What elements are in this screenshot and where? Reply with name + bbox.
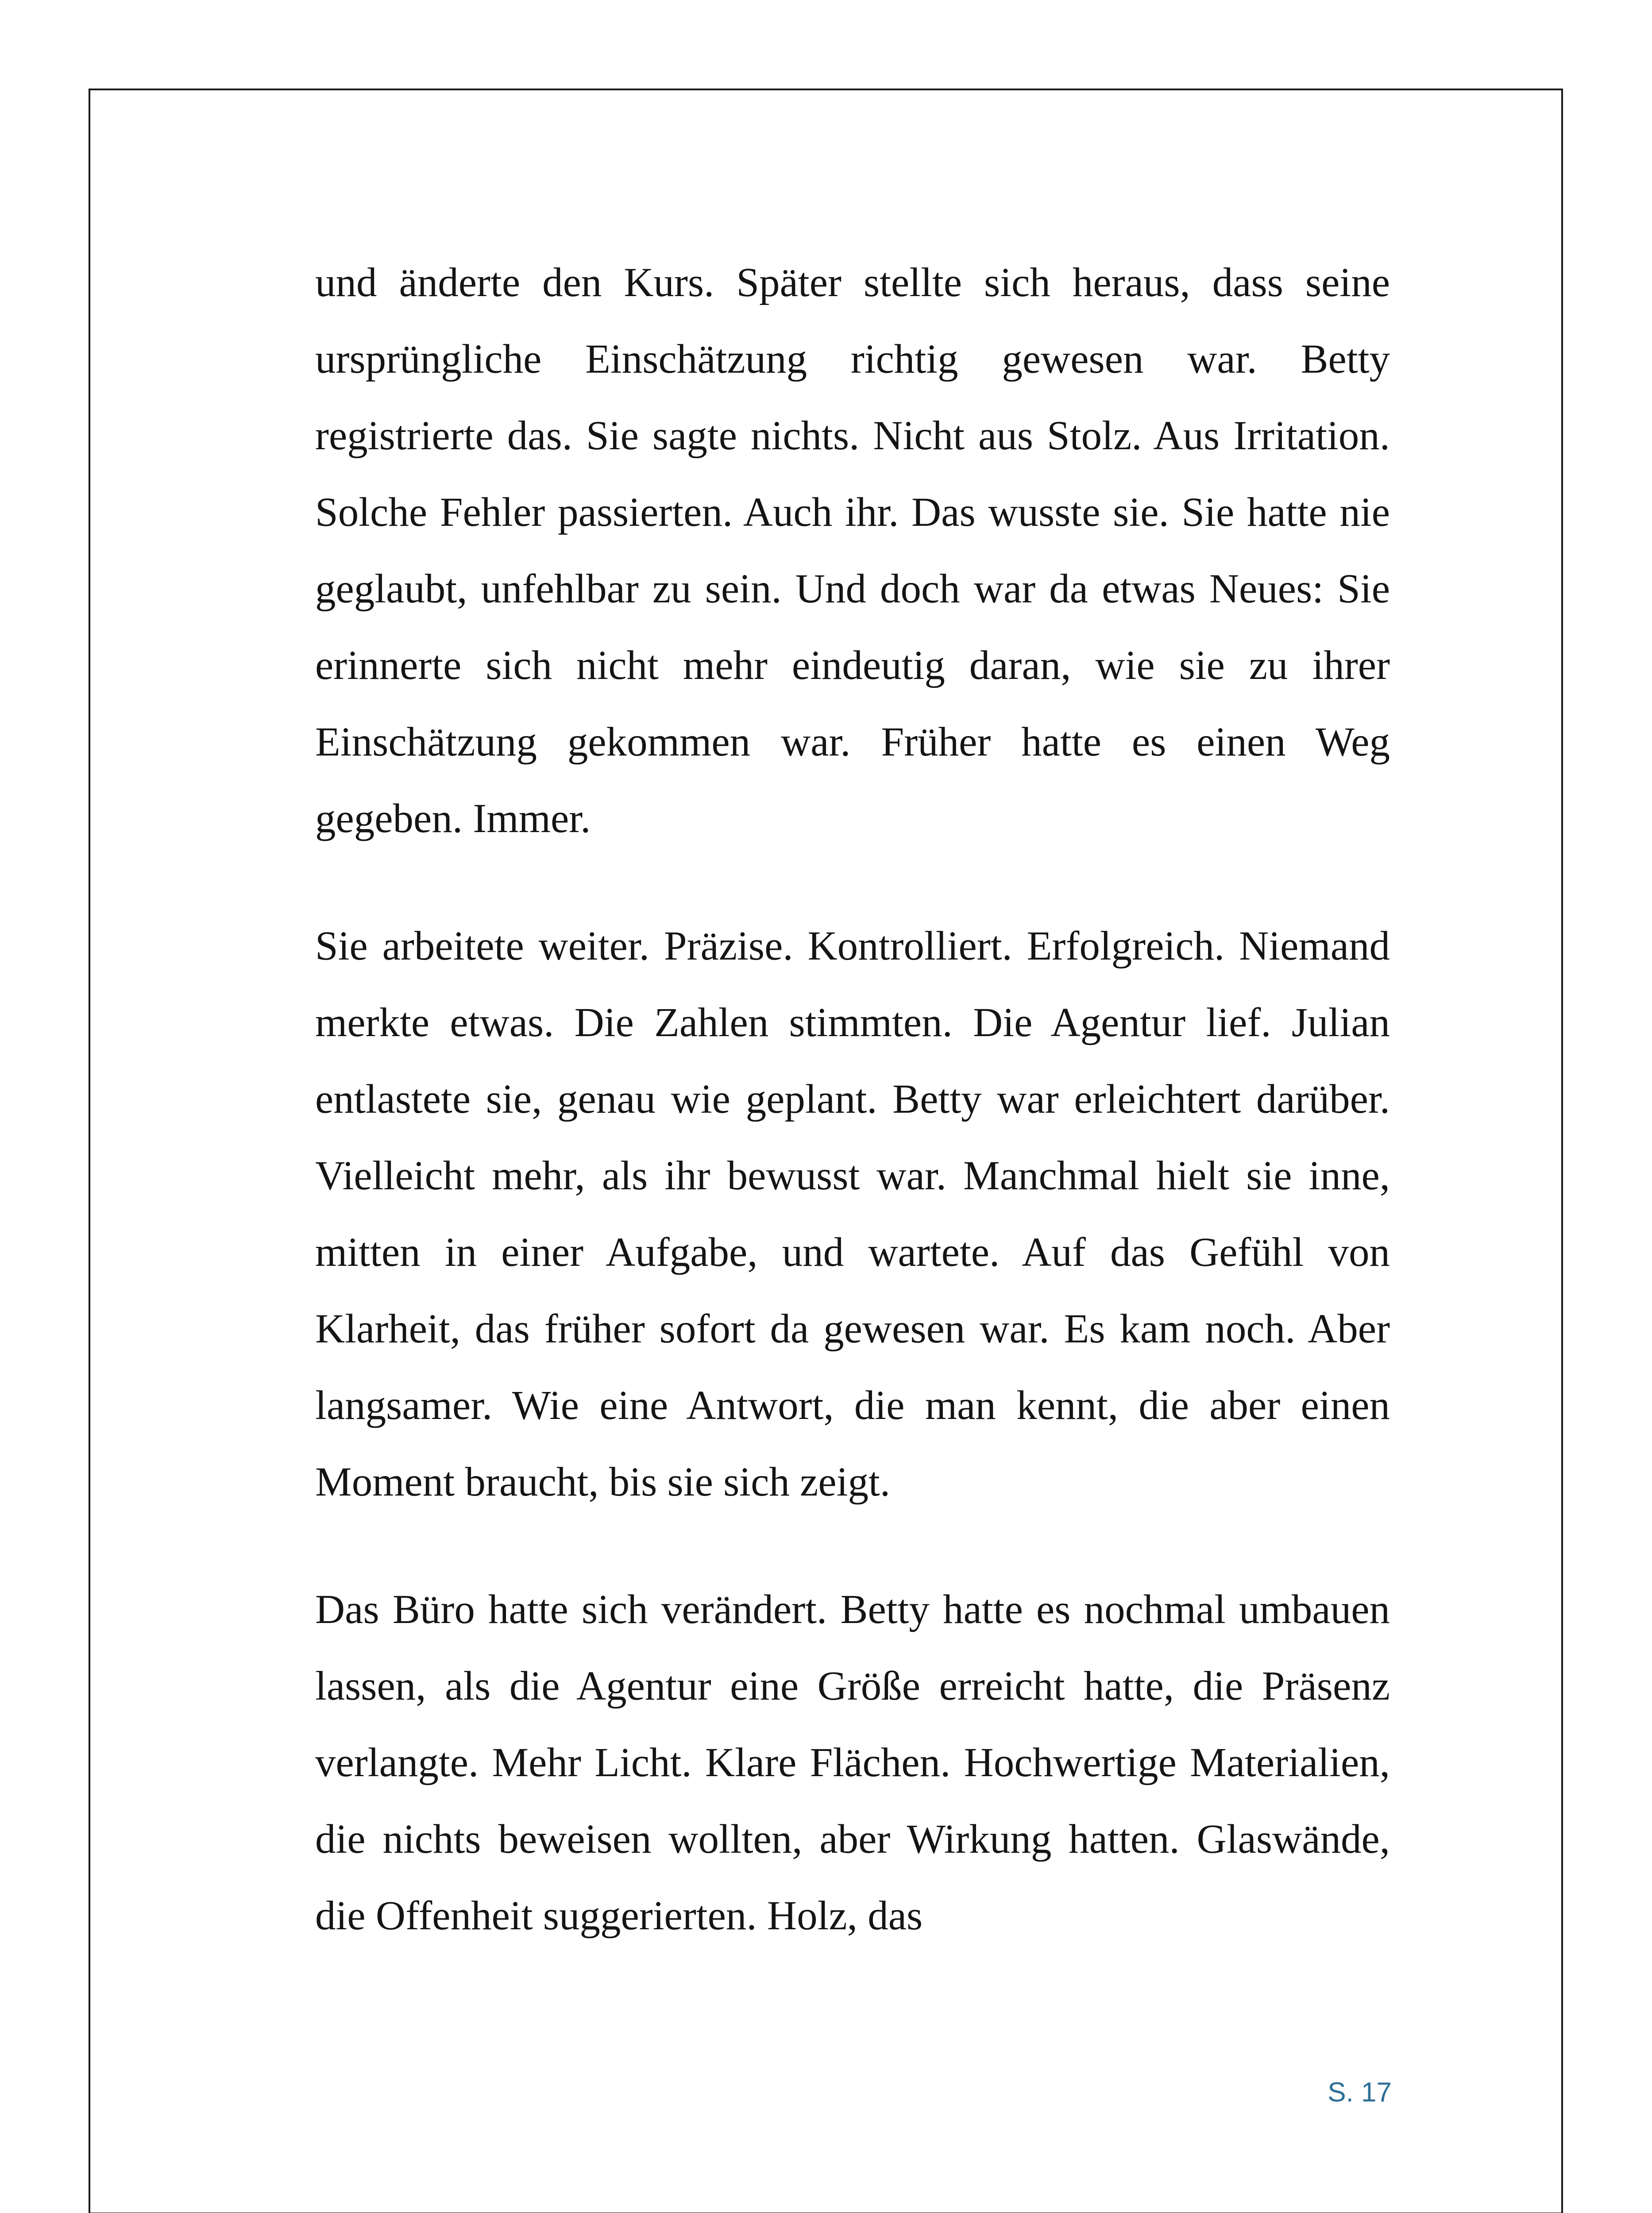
body-text [315, 244, 1390, 1954]
page-number: S. 17 [1328, 2077, 1392, 2108]
paragraph-2: Sie arbeitete weiter. Präzise. Kontrolliert. Erfolgreich. Niemand merkte etwas. Die Zahlen stimmten. Die Agentur lief. Julian entlastete sie, genau wie geplant. Betty war erleichtert darüber. Vielleicht mehr, als ihr bewusst war. Manchmal hielt sie inne, mitten in einer Aufgabe, und wartete. Auf das Gefühl von Klarheit, das früher sofort da gewesen war. Es kam noch. Aber langsamer. Wie eine Antwort, die man kennt, die aber einen Moment braucht, bis sie sich zeigt. [315, 923, 1390, 1505]
paragraph-1: und änderte den Kurs. Später stellte sich heraus, dass seine ursprüngliche Einschätzung richtig gewesen war. Betty registrierte das. Sie sagte nichts. Nicht aus Stolz. Aus Irritation. Solche Fehler passierten. Auch ihr. Das wusste sie. Sie hatte nie geglaubt, unfehlbar zu sein. Und doch war da etwas Neues: Sie erinnerte sich nicht mehr eindeutig daran, wie sie zu ihrer Einschätzung gekommen war. Früher hatte es einen Weg gegeben. Immer. [315, 260, 1390, 841]
paragraph-3: Das Büro hatte sich verändert. Betty hatte es nochmal umbauen lassen, als die Agentur eine Größe erreicht hatte, die Präsenz verlangte. Mehr Licht. Klare Flächen. Hochwertige Materialien, die nichts beweisen wollten, aber Wirkung hatten. Glaswände, die Offenheit suggerierten. Holz, das [315, 1587, 1390, 1939]
